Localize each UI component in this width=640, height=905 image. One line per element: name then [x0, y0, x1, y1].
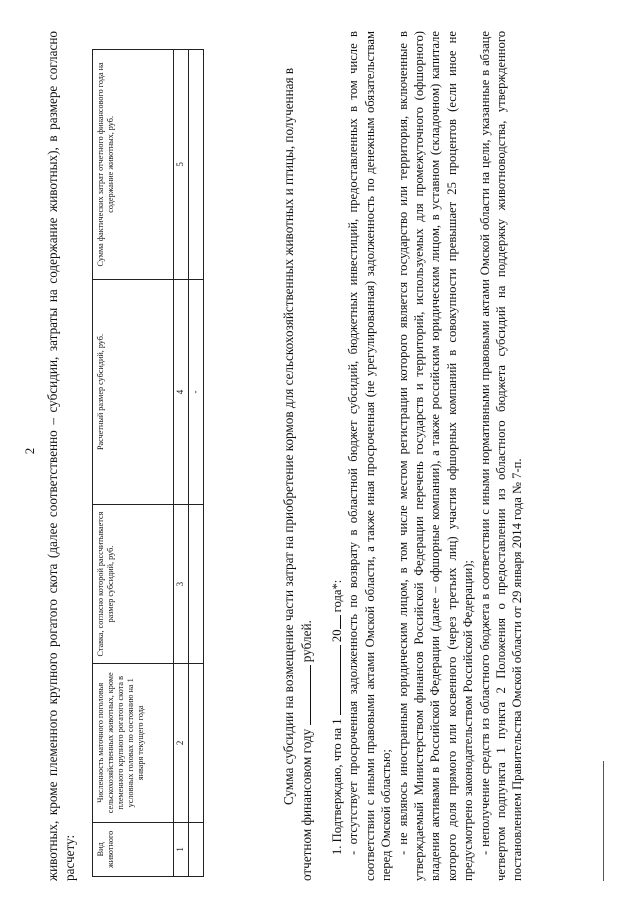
column-number: 2 — [174, 663, 189, 822]
rotated-document-page — [14, 15, 626, 891]
column-number: 5 — [174, 50, 189, 280]
year-blank-field — [328, 616, 341, 630]
confirm-year-prefix: 20 — [330, 629, 344, 643]
confirm-prefix: 1. Подтверждаю, что на 1 — [330, 718, 344, 855]
table-header-row — [93, 50, 174, 877]
sum-blank-field — [297, 665, 311, 725]
column-number: 4 — [174, 279, 189, 504]
confirm-not-foreign-entity: - не являюсь иностранным юридическим лицом, в том числе местом регистрации которого является государство или территория, включенные в утверждаемый Министерством финансов Российской Федерации перечень государств и территорий, используемых для промежуточного (офшорного) владения активами в Российской Федерации (далее – офшорные компании), а также российским юридическим лицом, в уставном (складочном) капитале которого доля прямого или косвенного (через третьих лиц) участия офшорных компаний в совокупности превышает 25 процентов (если иное не предусмотрено законодательством Российской Федерации); — [395, 31, 476, 881]
confirmation-section — [328, 31, 526, 881]
header-rate: Ставка, согласно которой рассчитывается размер субсидий, руб. — [93, 505, 174, 664]
confirm-year-suffix: года*: — [330, 579, 344, 613]
confirmation-date-line — [328, 31, 345, 881]
intro-paragraph: животных, кроме племенного крупного рогатого скота (далее соответственно – субсидии, затраты на содержание животных), в размере согласно расчету: — [45, 31, 77, 881]
header-livestock-count: Численность маточного поголовья сельскохозяйственных животных, кроме племенного крупного рогатого скота в условных головах по состоянию на 1 января текущего года — [93, 663, 174, 822]
header-animal-type: Вид животного — [93, 822, 174, 876]
sum-text: Сумма субсидии на возмещение части затрат на приобретение кормов для сельскохозяйственных животных и птицы, полученная в отчетном финансовом году — [281, 67, 314, 881]
table-cell — [189, 505, 204, 664]
table-cell — [189, 50, 204, 280]
table-cell — [189, 822, 204, 876]
header-estimated-subsidy: Расчетный размер субсидий, руб. — [93, 279, 174, 504]
column-number: 1 — [174, 822, 189, 876]
subsidy-sum-paragraph — [280, 31, 315, 881]
bottom-divider — [603, 761, 604, 881]
table-cell: - — [189, 279, 204, 504]
table-row — [189, 50, 204, 877]
sum-unit: рублей. — [299, 620, 314, 663]
confirm-no-debt: - отсутствует просроченная задолженность по возврату в областной бюджет субсидий, бюджетных инвестиций, предоставленных в том числе в соответствии с иными правовыми актами Омской области, а также иная просроченная (не урегулированная) задолженность по денежным обязательствам перед Омской областью; — [346, 31, 394, 881]
column-number: 3 — [174, 505, 189, 664]
table-cell — [189, 663, 204, 822]
header-actual-costs: Сумма фактических затрат отчетного финансового года на содержание животных, руб. — [93, 50, 174, 280]
date-blank-field — [328, 645, 341, 715]
table-column-numbers-row — [174, 50, 189, 877]
page-number: 2 — [22, 447, 37, 455]
confirm-no-other-funds: - неполучение средств из областного бюджета в соответствии с иными нормативными правовыми актами Омской области на цели, указанные в абзаце четвертом подпункта 1 пункта 2 Положения о предоставлении из областного бюджета субсидий на поддержку животноводства, утвержденного постановлением Правительства Омской области от 29 января 2014 года № 7-п. — [477, 31, 525, 881]
calculation-table — [92, 49, 204, 877]
